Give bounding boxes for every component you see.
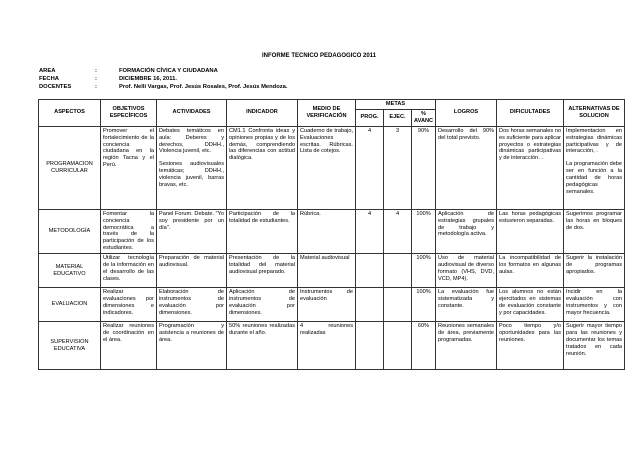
prog-cell <box>356 322 384 370</box>
dificultades-cell: Las horas pedagógicas estuvieron separadas. <box>497 209 564 253</box>
header-colon: : <box>95 84 97 90</box>
avance-cell: 100% <box>412 209 436 253</box>
prog-cell: 4 <box>356 209 384 253</box>
medio-cell: Material audiovisual <box>298 254 356 288</box>
aspect-cell: EVALUACION <box>39 288 101 322</box>
table-row <box>39 288 625 322</box>
dificultades-cell: La incompatibilidad de los formatos en algunas aulas. <box>497 254 564 288</box>
report-table <box>38 99 625 370</box>
alternativas-cell: Incidir en la evaluación con instrumentos y con mayor frecuencia. <box>564 288 625 322</box>
col-header-indicador: INDICADOR <box>227 100 298 127</box>
col-header-actividades: ACTIVIDADES <box>157 100 227 127</box>
indicador-cell: 50% reuniones realizadas durante el año. <box>227 322 298 370</box>
dificultades-cell: Los alumnos no están ejercitados en sistemas de evaluación constante y por capacidades. <box>497 288 564 322</box>
report-title: INFORME TECNICO PEDAGOGICO 2011 <box>261 53 377 59</box>
alternativas-cell: Sugerir mayor tiempo para las reuniones y documentar los temas tratados en cada reunión. <box>564 322 625 370</box>
logros-cell: Aplicación de estrategias grupales de trabajo y metodología activa. <box>436 209 497 253</box>
aspect-cell: METODOLOGÍA <box>39 209 101 253</box>
logros-cell: Reuniones semanales de área, previamente programadas. <box>436 322 497 370</box>
actividades-cell: Preparación de material audiovisual. <box>157 254 227 288</box>
col-header-medio: MEDIO DE VERIFICACIÓN <box>298 100 356 127</box>
objetivos-cell: Fomentar la conciencia democrática a través de la participación de los estudiantes. <box>101 209 157 253</box>
medio-cell: Instrumentos de evaluación <box>298 288 356 322</box>
dificultades-cell: Dos horas semanales no es suficiente para aplicar proyectos o estrategias dinámicas participativas y de interacción. . <box>497 126 564 209</box>
avance-cell: 100% <box>412 254 436 288</box>
logros-cell: Uso de material audiovisual de diverso formato (VHS, DVD, VCD, MP4). <box>436 254 497 288</box>
col-header-ejec: EJEC. <box>384 109 412 126</box>
aspect-cell: SUPERVISION EDUCATIVA <box>39 322 101 370</box>
alternativas-cell: Sugerir la instalación de programas apropiados. <box>564 254 625 288</box>
aspect-cell: MATERIAL EDUCATIVO <box>39 254 101 288</box>
ejec-cell <box>384 288 412 322</box>
header-colon: : <box>95 68 97 74</box>
header-label: FECHA <box>39 76 59 82</box>
prog-cell: 4 <box>356 126 384 209</box>
col-header-prog: PROG. <box>356 109 384 126</box>
actividad-item: Debates temáticos en aula: Deberes y derechos, DDHH., Violencia juvenil, etc. <box>159 127 224 155</box>
col-header-aspectos: ASPECTOS <box>39 100 101 127</box>
ejec-cell: 4 <box>384 209 412 253</box>
medio-cell: Cuaderno de trabajo, Evaluaciones escritas. Rúbricas. Lista de cotejos. <box>298 126 356 209</box>
prog-cell <box>356 288 384 322</box>
table-row <box>39 209 625 253</box>
col-header-metas: METAS <box>356 100 436 110</box>
objetivos-cell: Utilizar tecnología de la información en el desarrollo de las clases. <box>101 254 157 288</box>
alternativa-item: Implementacion en estrategias dinámicas participativas y de interacción, . <box>566 127 623 155</box>
table-row <box>39 254 625 288</box>
header-label: DOCENTES <box>39 84 72 90</box>
medio-cell: Rúbrica. <box>298 209 356 253</box>
header-area <box>39 68 218 74</box>
aspect-cell: PROGRAMACION CURRICULAR <box>39 126 101 209</box>
header-colon: : <box>95 76 97 82</box>
indicador-cell: Aplicación de instrumentos de evaluación por dimensiones. <box>227 288 298 322</box>
objetivos-cell: Realizar evaluaciones por dimensiones e indicadores. <box>101 288 157 322</box>
col-header-alternativas: ALTERNATIVAS DE SOLUCION <box>564 100 625 127</box>
avance-cell: 60% <box>412 322 436 370</box>
avance-cell: 90% <box>412 126 436 209</box>
col-header-objetivos: OBJETIVOS ESPECÍFICOS <box>101 100 157 127</box>
header-value: FORMACIÓN CÍVICA Y CIUDADANA <box>119 68 218 74</box>
header-fecha <box>39 76 177 82</box>
logros-cell: Desarrollo del 90% del total previsto. <box>436 126 497 209</box>
header-value: Prof. Nelli Vargas, Prof. Jesús Rosales, Prof. Jesús Mendoza. <box>119 84 288 90</box>
medio-cell: 4 reuniones realizadas <box>298 322 356 370</box>
alternativas-cell <box>564 126 625 209</box>
ejec-cell <box>384 322 412 370</box>
table-header-row <box>39 100 625 110</box>
ejec-cell: 3 <box>384 126 412 209</box>
indicador-cell: CM1.1 Confronta ideas y opiniones propias y de los demás, comprendiendo las diferencias con actitud dialógica. <box>227 126 298 209</box>
indicador-cell: Presentación de la totalidad del material audiovisual preparado. <box>227 254 298 288</box>
actividades-cell <box>157 126 227 209</box>
avance-cell: 100% <box>412 288 436 322</box>
header-label: AREA <box>39 68 56 74</box>
actividades-cell: Programación y asistencia a reuniones de área. <box>157 322 227 370</box>
alternativa-item: La programación debe ser en función a la cantidad de horas pedagógicas semanales. <box>566 161 623 195</box>
dificultades-cell: Poco tiempo y/o oportunidades para las reuniones. <box>497 322 564 370</box>
ejec-cell <box>384 254 412 288</box>
alternativas-cell: Sugerimos programar las horas en bloques de dos. <box>564 209 625 253</box>
table-row <box>39 322 625 370</box>
objetivos-cell: Promover el fortalecimiento de la conciencia ciudadana en la región Tacna y el Perú. <box>101 126 157 209</box>
col-header-dificultades: DIFICULTADES <box>497 100 564 127</box>
logros-cell: La evaluación fue sistematizada y constante. <box>436 288 497 322</box>
actividades-cell: Panel Forum. Debate. "Yo soy presidente por un día". <box>157 209 227 253</box>
header-value: DICIEMBRE 16, 2011. <box>119 76 177 82</box>
table-row <box>39 126 625 209</box>
actividades-cell: Elaboración de instrumentos de evaluación por dimensiones. <box>157 288 227 322</box>
indicador-cell: Participación de la totalidad de estudiantes. <box>227 209 298 253</box>
actividad-item: Sesiones audiovisuales temáticas; DDHH., violencia juvenil, barras bravas, etc. <box>159 161 224 189</box>
col-header-avance: % AVANC <box>412 109 436 126</box>
prog-cell <box>356 254 384 288</box>
col-header-logros: LOGROS <box>436 100 497 127</box>
header-docentes <box>39 84 288 90</box>
objetivos-cell: Realizar reuniones de coordinación en el área. <box>101 322 157 370</box>
